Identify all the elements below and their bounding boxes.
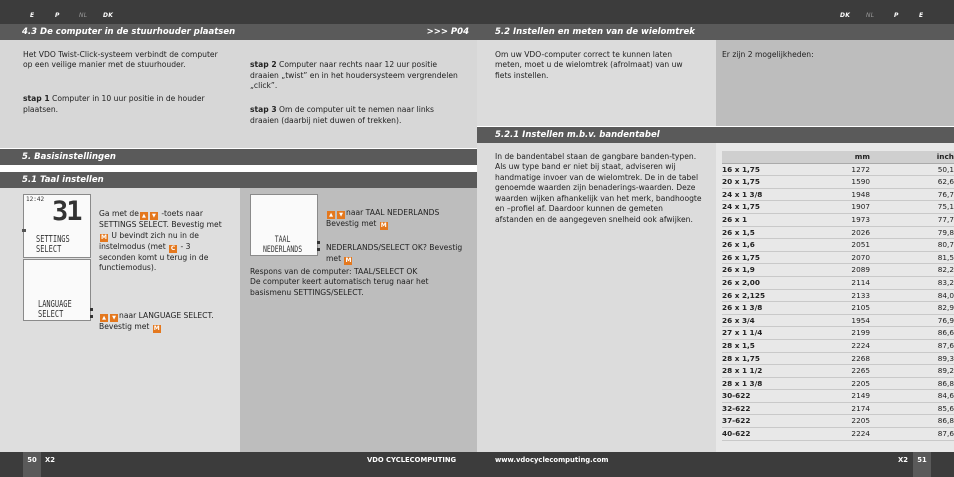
table-cell-size: 26 x 1,5	[722, 226, 818, 239]
table-cell-inch: 89,2	[870, 365, 954, 378]
lang-step-1	[99, 199, 227, 274]
lang-step-4	[326, 233, 466, 265]
table-cell-mm: 2268	[818, 352, 870, 365]
table-row	[722, 188, 954, 201]
lcd-scroll-marker-icon-2	[317, 241, 320, 251]
tire-table	[722, 151, 954, 441]
tab-nl-left: NL	[79, 12, 88, 19]
table-cell-size: 27 x 1 1/4	[722, 327, 818, 340]
lang-step-1d: - 3 seconden komt u terug in de functiemodus).	[99, 241, 209, 273]
menu-button-icon: M	[101, 233, 107, 241]
table-cell-inch: 82,9	[870, 302, 954, 315]
table-cell-mm: 2070	[818, 251, 870, 264]
table-cell-inch: 86,8	[870, 377, 954, 390]
step-1-text: Computer in 10 uur positie in de houder plaatsen.	[23, 94, 205, 114]
table-row	[722, 428, 954, 441]
table-cell-mm: 2149	[818, 390, 870, 403]
step-2-label: stap 2	[250, 60, 277, 70]
section-5-2-title: 5.2 Instellen en meten van de wielomtrek	[495, 27, 695, 37]
lcd-language-text: LANGUAGE SELECT	[38, 298, 72, 321]
table-cell-inch: 84,6	[870, 390, 954, 403]
table-cell-mm: 2026	[818, 226, 870, 239]
table-cell-size: 26 x 1,75	[722, 251, 818, 264]
footer-url: www.vdocyclecomputing.com	[495, 456, 609, 464]
lcd-scroll-marker-icon	[90, 308, 93, 318]
footer-brand: VDO CYCLECOMPUTING	[367, 456, 457, 464]
section-5-2-header	[477, 24, 954, 40]
tire-table-body	[722, 163, 954, 440]
table-cell-size: 26 x 2,125	[722, 289, 818, 302]
tab-dk-right: DK	[840, 12, 851, 19]
table-row	[722, 302, 954, 315]
section-5-title: 5. Basisinstellingen	[22, 152, 116, 162]
table-cell-inch: 81,5	[870, 251, 954, 264]
section-4-3-header	[0, 24, 477, 40]
tire-table-header	[722, 151, 954, 163]
table-row	[722, 201, 954, 214]
page-number-right: 51	[913, 452, 931, 477]
table-cell-mm: 1272	[818, 163, 870, 176]
table-cell-mm: 2174	[818, 402, 870, 415]
section-5-1-title: 5.1 Taal instellen	[22, 175, 104, 185]
table-row	[722, 314, 954, 327]
table-row	[722, 213, 954, 226]
table-cell-mm: 2265	[818, 365, 870, 378]
lang-step-2-text: naar LANGUAGE SELECT. Bevestig met	[99, 311, 214, 332]
clear-button-icon: C	[170, 244, 176, 252]
table-cell-mm: 1973	[818, 213, 870, 226]
lang-step-1b: -toets naar SETTINGS SELECT. Bevestig met	[99, 209, 222, 230]
table-cell-size: 26 x 1	[722, 213, 818, 226]
table-row	[722, 377, 954, 390]
table-row	[722, 365, 954, 378]
table-row	[722, 163, 954, 176]
table-cell-size: 37-622	[722, 415, 818, 428]
table-cell-inch: 76,7	[870, 188, 954, 201]
up-button-icon: ▲	[140, 212, 148, 220]
table-cell-inch: 86,6	[870, 327, 954, 340]
table-cell-inch: 82,2	[870, 264, 954, 277]
section-4-3-title: 4.3 De computer in de stuurhouder plaatsen	[22, 27, 236, 37]
table-row	[722, 402, 954, 415]
lcd-side-marker-icon	[22, 229, 26, 232]
top-bar-right	[477, 0, 954, 24]
table-cell-inch: 87,6	[870, 428, 954, 441]
lcd-screen-taal	[250, 194, 318, 256]
table-cell-inch: 86,8	[870, 415, 954, 428]
section-4-3-intro: Het VDO Twist-Click-systeem verbindt de computer op een veilige manier met de stuurhouder.	[23, 50, 218, 70]
step-1-label: stap 1	[23, 94, 50, 104]
table-cell-mm: 2224	[818, 339, 870, 352]
lang-step-2	[99, 301, 227, 333]
table-row	[722, 352, 954, 365]
table-cell-mm: 2205	[818, 415, 870, 428]
header-inch: inch	[870, 151, 954, 163]
table-row	[722, 289, 954, 302]
lang-step-1a: Ga met de	[99, 209, 139, 219]
table-cell-mm: 2114	[818, 276, 870, 289]
table-cell-size: 28 x 1,5	[722, 339, 818, 352]
lcd-taal-text: TAAL NEDERLANDS	[263, 233, 303, 255]
tab-e-left: E	[30, 12, 35, 19]
step-2-text: Computer naar rechts naar 12 uur positie draaien „twist” en in het houdersysteem vergrendelen „click”.	[250, 60, 458, 91]
table-cell-mm: 2205	[818, 377, 870, 390]
table-cell-size: 26 x 1,6	[722, 239, 818, 252]
table-cell-size: 24 x 1,75	[722, 201, 818, 214]
menu-button-icon-4: M	[345, 256, 352, 264]
step-2	[250, 50, 462, 92]
footer-model-right: X2	[898, 456, 908, 464]
section-5-2-1-text: In de bandentabel staan de gangbare banden-typen. Als uw type band er niet bij staat, adviseren wij handmatige invoer van de wielomtrek. De in de tabel genoemde waarden zijn benaderings-waarden. Deze waarden wijken afhankelijk van het merk, bandhoogte en –profiel af. Daardoor kunnen de gemeten afstanden en de aangegeven snelheid ook afwijken.	[495, 152, 702, 224]
table-cell-inch: 83,2	[870, 276, 954, 289]
table-cell-inch: 80,7	[870, 239, 954, 252]
lcd-clock-readout: 12:42	[26, 196, 45, 203]
lcd-big-digits: 31	[52, 196, 81, 227]
table-cell-inch: 50,1	[870, 163, 954, 176]
table-cell-mm: 2089	[818, 264, 870, 277]
table-cell-size: 26 x 3/4	[722, 314, 818, 327]
table-cell-size: 16 x 1,75	[722, 163, 818, 176]
table-cell-mm: 1948	[818, 188, 870, 201]
table-cell-size: 40-622	[722, 428, 818, 441]
table-cell-inch: 76,9	[870, 314, 954, 327]
table-cell-mm: 2199	[818, 327, 870, 340]
tab-e-right: E	[919, 12, 924, 19]
table-cell-inch: 85,6	[870, 402, 954, 415]
table-row	[722, 264, 954, 277]
table-row	[722, 176, 954, 189]
step-1	[23, 84, 229, 115]
lang-step-3-text: naar TAAL NEDERLANDS Bevestig met	[326, 208, 440, 229]
table-row	[722, 339, 954, 352]
table-cell-size: 20 x 1,75	[722, 176, 818, 189]
tab-dk-left: DK	[103, 12, 114, 19]
table-row	[722, 276, 954, 289]
table-cell-size: 32-622	[722, 402, 818, 415]
table-row	[722, 327, 954, 340]
table-cell-inch: 84,0	[870, 289, 954, 302]
section-5-header	[0, 149, 477, 165]
table-cell-size: 26 x 1,9	[722, 264, 818, 277]
table-cell-mm: 2051	[818, 239, 870, 252]
table-cell-mm: 2133	[818, 289, 870, 302]
table-row	[722, 390, 954, 403]
up-button-icon-2: ▲	[100, 314, 108, 322]
step-3	[250, 95, 462, 126]
table-cell-inch: 77,7	[870, 213, 954, 226]
step-3-text: Om de computer uit te nemen naar links draaien (daarbij niet duwen of trekken).	[250, 105, 434, 125]
tab-nl-right: NL	[866, 12, 875, 19]
table-cell-mm: 1907	[818, 201, 870, 214]
lang-response: Respons van de computer: TAAL/SELECT OK De computer keert automatisch terug naar het basismenu SETTINGS/SELECT.	[250, 267, 429, 297]
table-cell-inch: 75,1	[870, 201, 954, 214]
table-cell-inch: 62,6	[870, 176, 954, 189]
top-bar-left	[0, 0, 477, 24]
up-button-icon-3: ▲	[327, 211, 335, 219]
table-cell-mm: 1954	[818, 314, 870, 327]
table-cell-size: 28 x 1,75	[722, 352, 818, 365]
footer-model-left: X2	[45, 456, 55, 464]
section-5-2-1-header	[477, 127, 954, 143]
lcd-settings-text: SETTINGS SELECT	[36, 233, 70, 256]
header-mm: mm	[818, 151, 870, 163]
table-cell-mm: 2224	[818, 428, 870, 441]
lcd-screen-language	[23, 259, 91, 321]
table-cell-size: 28 x 1 1/2	[722, 365, 818, 378]
table-cell-size: 24 x 1 3/8	[722, 188, 818, 201]
lcd-screen-settings	[23, 194, 91, 258]
menu-button-icon-2: M	[153, 325, 160, 333]
table-row	[722, 239, 954, 252]
section-5-1-header	[0, 172, 477, 188]
table-cell-size: 30-622	[722, 390, 818, 403]
section-5-2-1-title: 5.2.1 Instellen m.b.v. bandentabel	[495, 130, 660, 140]
table-cell-inch: 87,6	[870, 339, 954, 352]
table-row	[722, 226, 954, 239]
table-cell-mm: 1590	[818, 176, 870, 189]
table-cell-size: 28 x 1 3/8	[722, 377, 818, 390]
table-row	[722, 415, 954, 428]
lang-step-3	[326, 198, 466, 230]
step-3-label: stap 3	[250, 105, 277, 115]
table-cell-inch: 79,8	[870, 226, 954, 239]
down-button-icon-3: ▼	[337, 211, 345, 219]
section-5-2-intro: Om uw VDO-computer correct te kunnen laten meten, moet u de wielomtrek (afrolmaat) van uw fiets instellen.	[495, 50, 683, 80]
tab-p-left: P	[55, 12, 60, 19]
tab-p-right: P	[894, 12, 899, 19]
table-row	[722, 251, 954, 264]
menu-button-icon-3: M	[380, 222, 387, 230]
table-cell-mm: 2105	[818, 302, 870, 315]
section-5-2-options: Er zijn 2 mogelijkheden:	[722, 50, 814, 59]
down-button-icon-2: ▼	[110, 314, 118, 322]
table-cell-size: 26 x 1 3/8	[722, 302, 818, 315]
lang-step-1c: U bevindt zich nu in de instelmodus (met	[99, 230, 199, 251]
table-cell-size: 26 x 2,00	[722, 276, 818, 289]
header-size	[722, 151, 818, 163]
lang-step-4-text: NEDERLANDS/SELECT OK? Bevestig met	[326, 243, 463, 263]
down-button-icon: ▼	[150, 212, 158, 220]
page-number-left: 50	[23, 452, 41, 477]
section-4-3-ref: >>> P04	[426, 27, 469, 37]
table-cell-inch: 89,3	[870, 352, 954, 365]
